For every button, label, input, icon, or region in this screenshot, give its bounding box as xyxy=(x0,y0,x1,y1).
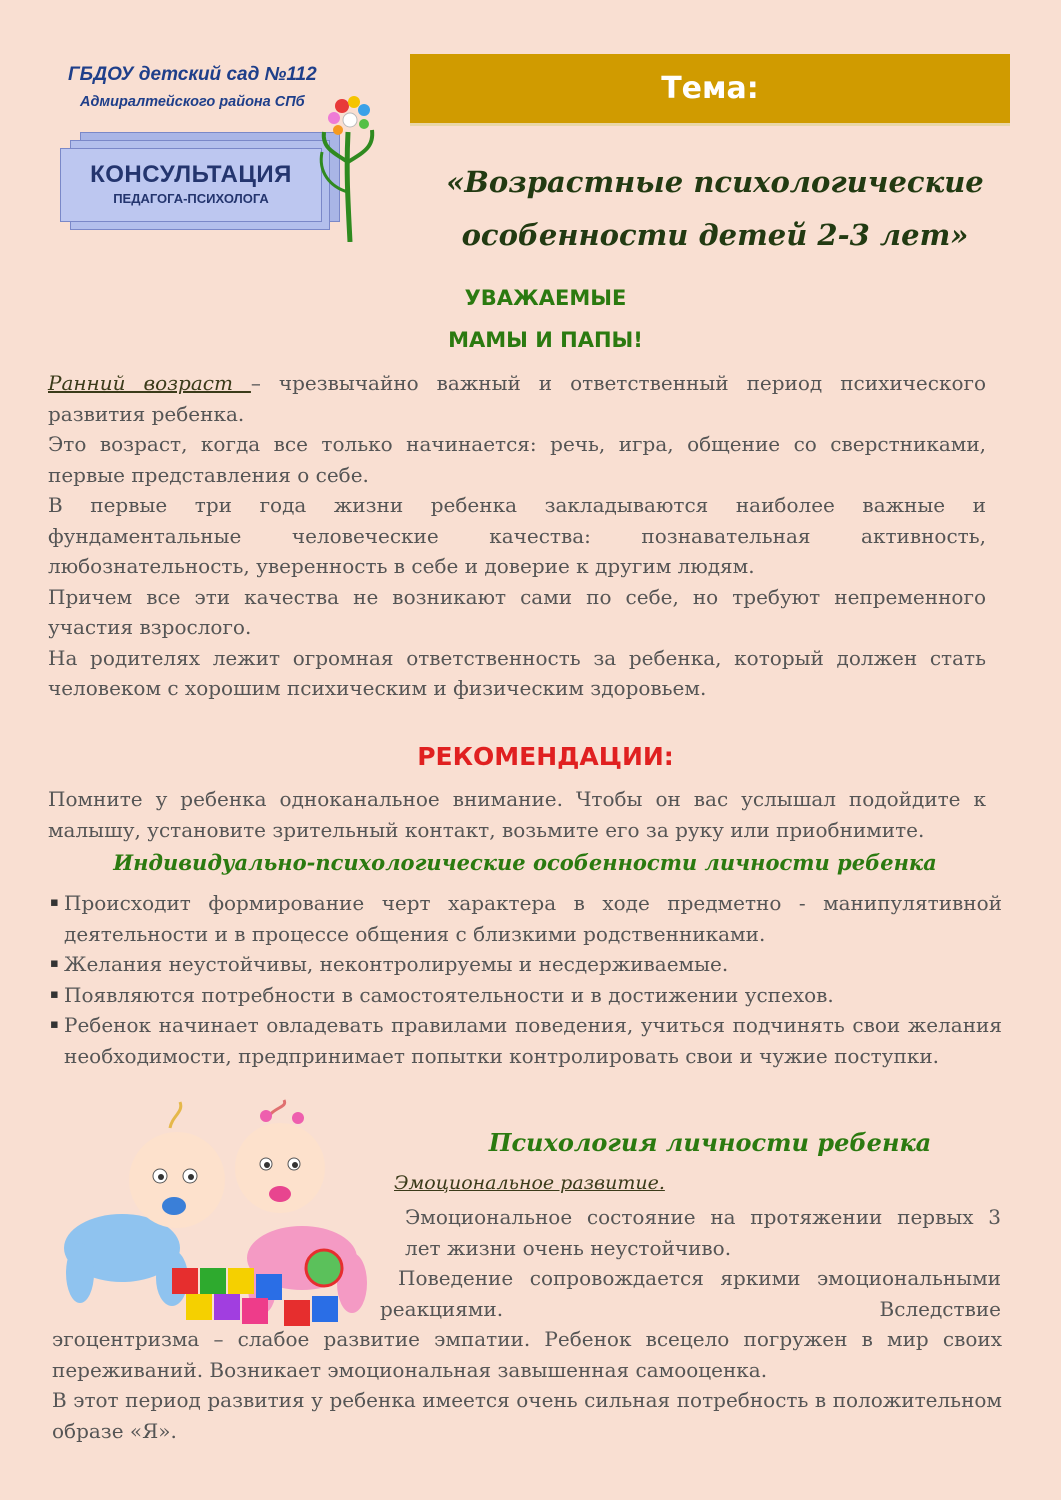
intro-paragraph: В первые три года жизни ребенка закладываются наиболее важные и фундаментальные человеческие качества: познавательная активность, любознательность, уверенность в себе и доверие к другим людям. xyxy=(48,493,986,578)
list-item: ▪ Желания неустойчивы, неконтролируемы и несдерживаемые. xyxy=(48,949,1002,980)
intro-paragraph: На родителях лежит огромная ответственность за ребенка, который должен стать человеком с хорошим психическим и физическим здоровьем. xyxy=(48,645,986,700)
emotional-paragraph: В этот период развития у ребенка имеется очень сильная потребность в положительном образе «Я». xyxy=(52,1388,1002,1443)
psychology-heading: Психология личности ребенка xyxy=(488,1128,932,1157)
individual-list xyxy=(48,888,1002,1071)
emotional-paragraph-continued xyxy=(52,1324,1002,1446)
emotional-paragraph: эгоцентризма – слабое развитие эмпатии. Ребенок всецело погружен в мир своих переживаний. Возникает эмоциональная завышенная самооценка. xyxy=(52,1327,1002,1382)
intro-paragraph: Это возраст, когда все только начинается: речь, игра, общение со сверстниками, первые представления о себе. xyxy=(48,432,986,487)
intro-paragraph: Причем все эти качества не возникают сами по себе, но требуют непременного участия взрослого. xyxy=(48,584,986,639)
list-item: ▪ Ребенок начинает овладевать правилами поведения, учиться подчинять свои желания необходимости, предпринимает попытки контролировать свои и чужие поступки. xyxy=(48,1010,1002,1071)
greeting-line: УВАЖАЕМЫЕ xyxy=(464,286,627,310)
emotional-paragraph: Эмоциональное состояние на протяжении первых 3 лет жизни очень неустойчиво. xyxy=(405,1205,1001,1260)
topic-title xyxy=(410,156,1020,262)
topic-line: особенности детей 2-3 лет» xyxy=(461,218,969,252)
intro-text xyxy=(48,368,986,704)
flower-logo-icon xyxy=(312,92,382,242)
logo-org-district: Адмиралтейского района СПб xyxy=(80,94,305,110)
logo-card-subtitle: ПЕДАГОГА-ПСИХОЛОГА xyxy=(113,191,269,206)
recommendations-heading: РЕКОМЕНДАЦИИ: xyxy=(417,742,674,771)
individual-heading: Индивидуально-психологические особенности личности ребенка xyxy=(113,850,937,875)
intro-paragraph xyxy=(48,368,986,429)
emotional-paragraph: Поведение сопровождается яркими эмоциональными реакциями. Вследствие xyxy=(380,1266,1001,1321)
logo-card xyxy=(60,148,322,222)
list-item: ▪ Происходит формирование черт характера в ходе предметно - манипулятивной деятельности и в процессе общения с близкими родственниками. xyxy=(48,888,1002,949)
theme-banner: Тема: xyxy=(410,54,1010,126)
emotional-development-title: Эмоциональное развитие. xyxy=(394,1172,665,1194)
recommendations-text: Помните у ребенка одноканальное внимание. Чтобы он вас услышал подойдите к малышу, установите зрительный контакт, возьмите его за руку или приобнимите. xyxy=(48,787,986,842)
logo-card-title: КОНСУЛЬТАЦИЯ xyxy=(90,161,292,188)
intro-term: Ранний возраст xyxy=(48,371,251,395)
logo-org-name: ГБДОУ детский сад №112 xyxy=(68,64,317,85)
list-item: ▪ Появляются потребности в самостоятельности и в достижении успехов. xyxy=(48,980,1002,1011)
topic-line: «Возрастные психологические xyxy=(446,165,984,199)
babies-illustration-icon xyxy=(52,1098,382,1333)
greeting-line: МАМЫ И ПАПЫ! xyxy=(448,328,643,352)
intro-paragraph-text: – чрезвычайно важный и ответственный период психического развития ребенка. xyxy=(48,371,986,426)
